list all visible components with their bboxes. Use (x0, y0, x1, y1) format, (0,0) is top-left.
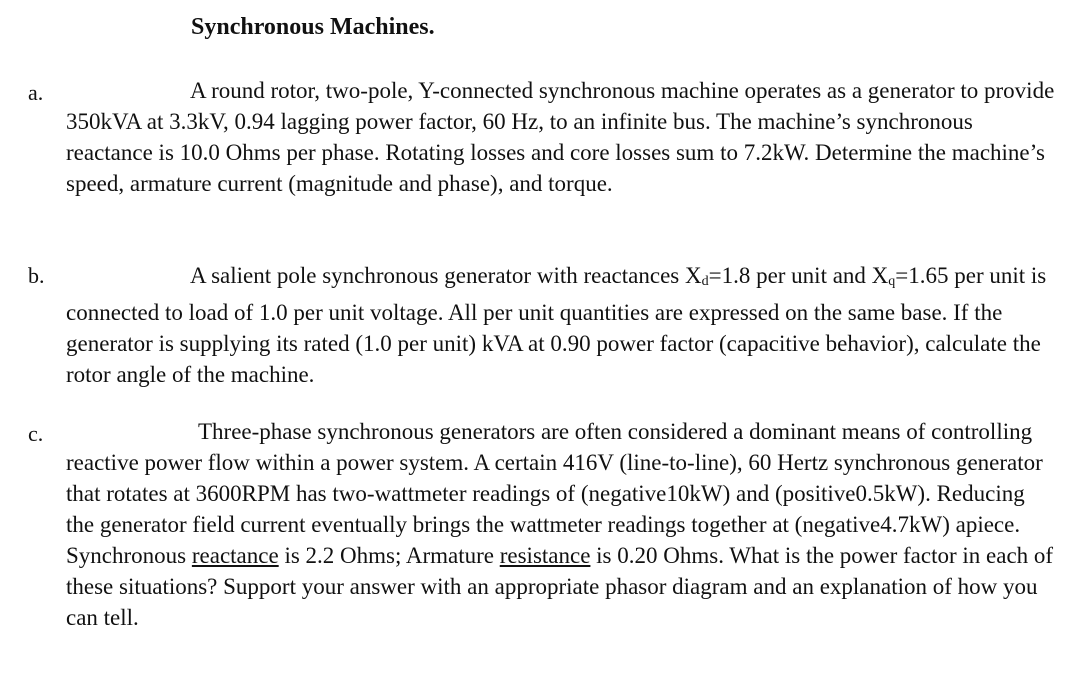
page-title: Synchronous Machines. (191, 14, 435, 40)
xq-subscript: q (888, 274, 896, 289)
reactance-underlined: reactance (191, 543, 279, 568)
problem-a-text: A round rotor, two-pole, Y-connected synchronous machine operates as a generator to provide 350kVA at 3.3kV, 0.94 lagging power factor, 60 Hz, to an infinite bus. The machine’s synchronous reactance is 10.0 Ohms per phase. Rotating losses and core losses sum to 7.2kW. Determine the machine’s speed, armature current (magnitude and phase), and torque. (66, 78, 1055, 196)
problem-a-marker: a. (28, 80, 44, 105)
problem-c-text (66, 416, 1056, 633)
problem-b-part-3: =1.65 per unit is connected to load of 1.0 per unit voltage. All per unit quantities are expressed on the same base. If the generator is supplying its rated (1.0 per unit) kVA at 0.90 power factor (capacitive behavior), calculate the rotor angle of the machine. (66, 263, 1047, 387)
resistance-underlined: resistance (499, 543, 591, 568)
problem-b-marker: b. (28, 263, 45, 288)
xd-subscript: d (701, 274, 709, 289)
problem-b-part-2: =1.8 per unit and X (708, 263, 889, 288)
problem-c-part-1: Three-phase synchronous generators are often considered a dominant means of controlling reactive power flow within a power system. A certain 416V (line-to-line), 60 Hertz synchronous generator that rotates at 3600RPM has two-wattmeter readings of (negative10kW) and (positive0.5kW). Reducing the generator field current eventually brings the wattmeter readings together at (negative4.7kW) apiece. Synchronous (66, 419, 1043, 568)
problem-c-part-3: is 0.20 Ohms. What is the power factor in each of these situations? Support your answer with an appropriate phasor diagram and an explanation of how you can tell. (66, 543, 1054, 630)
problem-b-part-1: A salient pole synchronous generator with reactances X (190, 263, 702, 288)
problem-b-text (66, 260, 1056, 390)
problem-c-part-2: is 2.2 Ohms; Armature (278, 543, 500, 568)
problem-c-marker: c. (28, 421, 44, 446)
